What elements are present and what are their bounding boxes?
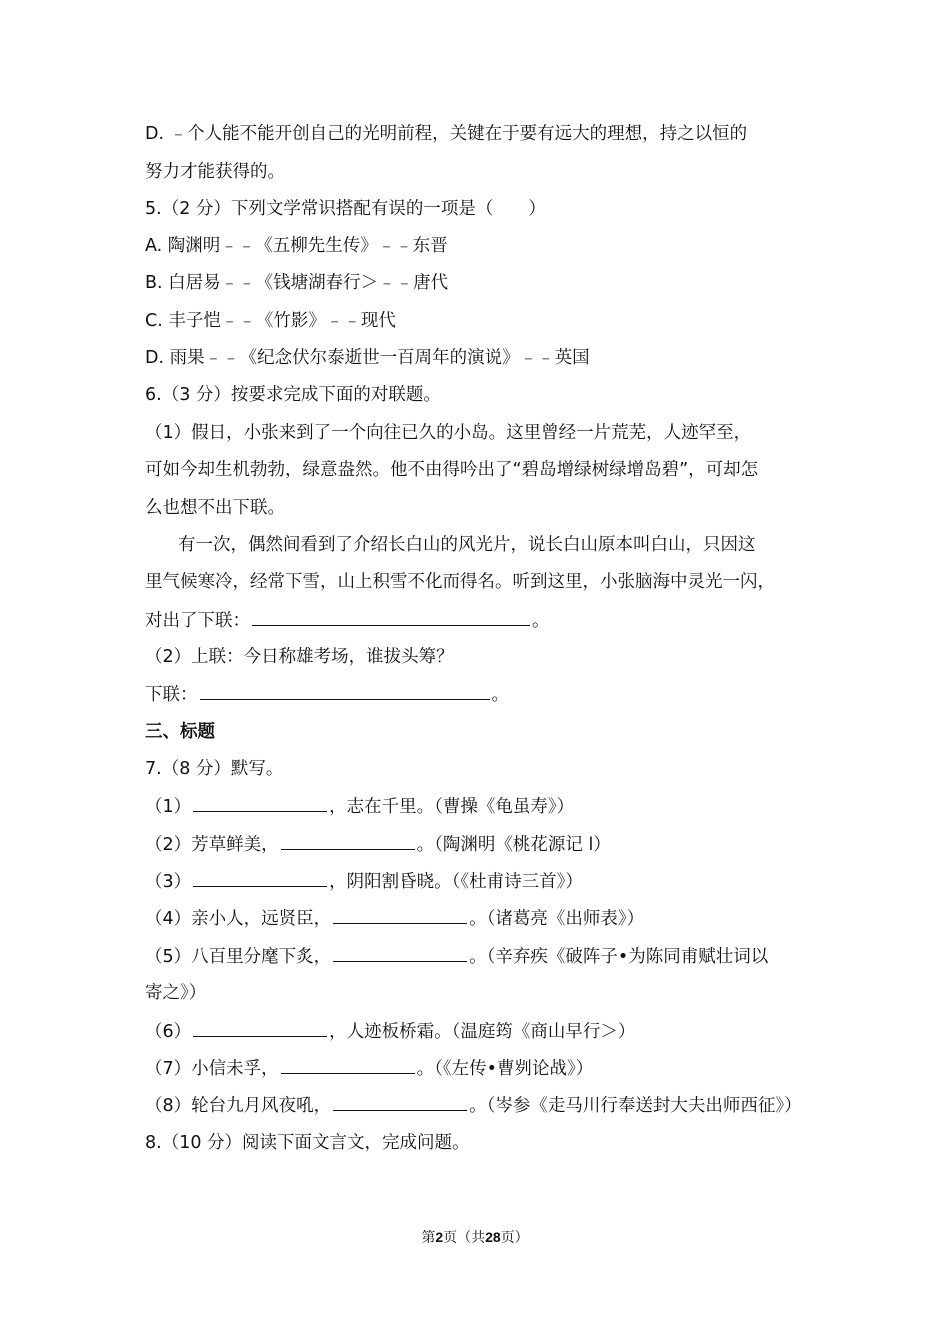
q4-option-d-line2: 努力才能获得的。 <box>145 162 285 182</box>
item-prefix: （2）芳草鲜美， <box>145 835 279 855</box>
q7-item-8 <box>145 1094 802 1117</box>
q6-stem: 6.（3 分）按要求完成下面的对联题。 <box>145 385 441 405</box>
q7-item-4 <box>145 907 644 930</box>
q5-option-a: A. 陶渊明﹣﹣《五柳先生传》﹣﹣东晋 <box>145 236 448 256</box>
total-pages: 28 <box>485 1229 501 1245</box>
answer-blank[interactable] <box>333 945 467 962</box>
q5-option-d: D. 雨果﹣﹣《纪念伏尔泰逝世一百周年的演说》﹣﹣英国 <box>145 348 590 368</box>
footer-prefix: 第 <box>421 1230 436 1246</box>
answer-prompt: 下联： <box>145 685 198 705</box>
item-prefix: （1） <box>145 797 192 817</box>
page-footer <box>0 1227 950 1247</box>
q6-part1-line5: 里气候寒冷，经常下雪，山上积雪不化而得名。听到这里，小张脑海中灵光一闪， <box>145 572 775 592</box>
q6-part1-line1: （1）假日，小张来到了一个向往已久的小岛。这里曾经一片荒芜，人迹罕至， <box>145 423 752 443</box>
answer-blank[interactable] <box>193 870 327 887</box>
answer-blank[interactable] <box>193 1020 327 1037</box>
answer-blank[interactable] <box>333 1094 467 1111</box>
section-heading: 三、标题 <box>145 722 215 742</box>
q6-part1-line3: 么也想不出下联。 <box>145 498 285 518</box>
item-suffix: 。（《左传•曹刿论战》） <box>416 1059 594 1079</box>
answer-blank[interactable] <box>281 833 415 850</box>
answer-prompt: 对出了下联： <box>145 611 250 631</box>
item-suffix: ，志在千里。（曹操《龟虽寿》） <box>329 797 575 817</box>
item-prefix: （5）八百里分麾下炙， <box>145 947 332 967</box>
item-prefix: （6） <box>145 1022 192 1042</box>
answer-blank[interactable] <box>252 609 530 626</box>
answer-blank[interactable] <box>200 683 490 700</box>
item-suffix: ，阴阳割昏晓。（《杜甫诗三首》） <box>329 872 583 892</box>
q5-option-b: B. 白居易﹣﹣《钱塘湖春行＞﹣﹣唐代 <box>145 273 449 293</box>
q7-item-2 <box>145 833 611 856</box>
item-suffix: ，人迹板桥霜。（温庭筠《商山早行＞） <box>329 1022 636 1042</box>
item-suffix: 。（诸葛亮《出师表》） <box>469 909 645 929</box>
q6-part2-answer-line <box>145 683 509 706</box>
footer-middle: 页（共 <box>443 1230 486 1246</box>
q8-stem: 8.（10 分）阅读下面文言文，完成问题。 <box>145 1133 470 1153</box>
answer-blank[interactable] <box>333 907 467 924</box>
q6-part1-line2: 可如今却生机勃勃，绿意盎然。他不由得吟出了“碧岛增绿树绿增岛碧”，可却怎 <box>145 460 759 480</box>
q6-part1-line4: 有一次，偶然间看到了介绍长白山的风光片，说长白山原本叫白山，只因这 <box>178 535 756 555</box>
answer-end: 。 <box>532 611 550 631</box>
page-number: 2 <box>435 1229 444 1245</box>
q4-option-d-line1: D. ﹣个人能不能开创自己的光明前程，关键在于要有远大的理想，持之以恒的 <box>145 124 748 144</box>
answer-blank[interactable] <box>281 1057 415 1074</box>
q5-stem: 5.（2 分）下列文学常识搭配有误的一项是（ ） <box>145 199 546 219</box>
q7-item-6 <box>145 1020 635 1043</box>
item-prefix: （3） <box>145 872 192 892</box>
q7-item-5 <box>145 945 768 968</box>
item-suffix: 。（陶渊明《桃花源记 l） <box>416 835 611 855</box>
q6-part2-line: （2）上联：今日称雄考场，谁拔头筹？ <box>145 647 454 667</box>
q5-option-c: C. 丰子恺﹣﹣《竹影》﹣﹣现代 <box>145 311 396 331</box>
q7-stem: 7.（8 分）默写。 <box>145 759 284 779</box>
item-suffix: 。（岑参《走马川行奉送封大夫出师西征》） <box>469 1096 802 1116</box>
footer-suffix: 页） <box>500 1230 529 1246</box>
q7-item-3 <box>145 870 583 893</box>
q6-part1-answer-line <box>145 609 550 632</box>
item-prefix: （8）轮台九月风夜吼， <box>145 1096 332 1116</box>
item-suffix: 。（辛弃疾《破阵子•为陈同甫赋壮词以 <box>469 947 769 967</box>
q7-item-7 <box>145 1057 593 1080</box>
item-prefix: （4）亲小人，远贤臣， <box>145 909 332 929</box>
answer-end: 。 <box>491 685 509 705</box>
q7-item-1 <box>145 795 574 818</box>
answer-blank[interactable] <box>193 795 327 812</box>
q7-item-5-continued: 寄之》） <box>145 983 207 1003</box>
item-prefix: （7）小信未孚， <box>145 1059 279 1079</box>
